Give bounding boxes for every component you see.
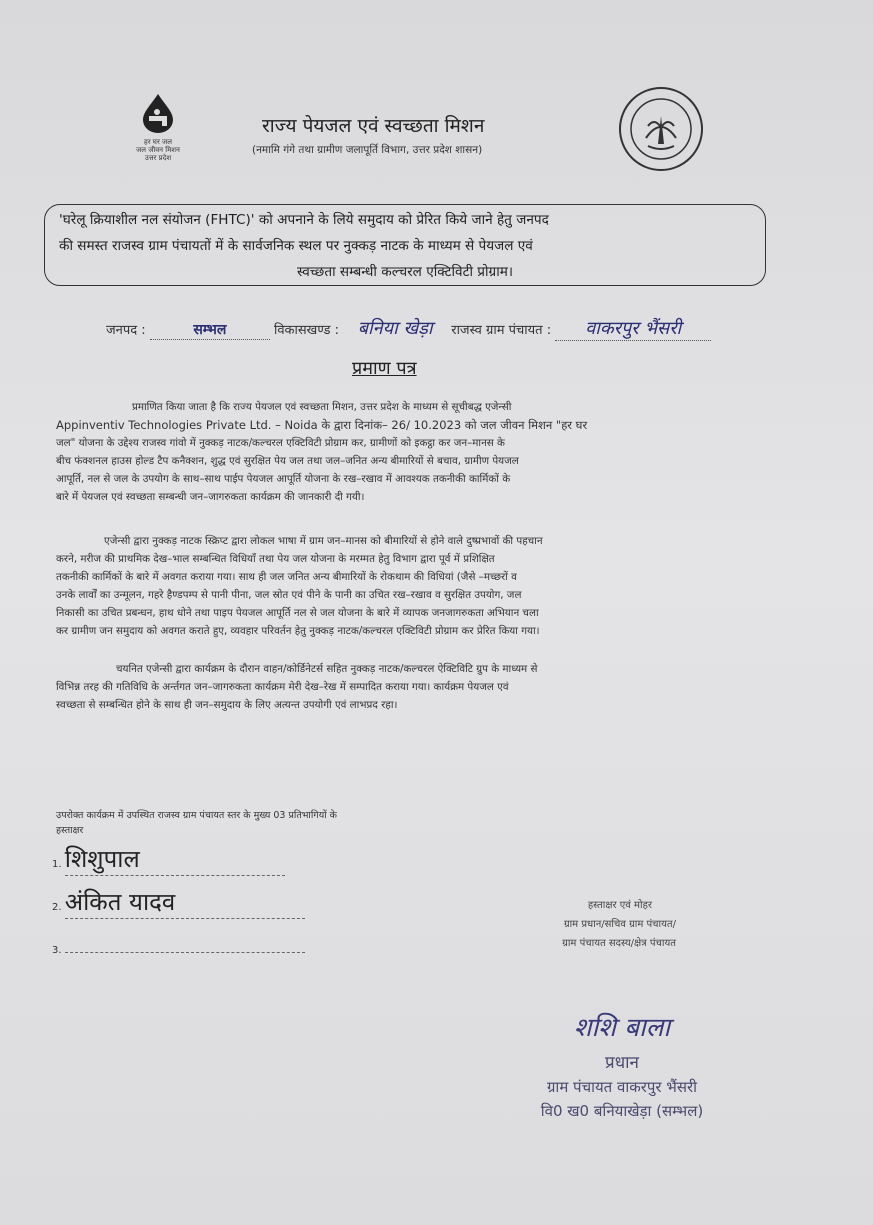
pradhan-stamp — [512, 1008, 732, 1121]
paragraph-line: बीच फंक्शनल हाउस होल्ड टैप कनैक्शन, शुद्ध एवं सुरक्षित पेय जल तथा जल–जनित अन्य बीमारियों से बचाव, ग्रामीण पेयजल — [56, 455, 519, 467]
caption-line-2: हस्ताक्षर — [56, 825, 84, 836]
paragraph-line: Appinventiv Technologies Private Ltd. – Noida के द्वारा दिनांक– 26/ 10.2023 को जल जीवन मिशन "हर घर — [56, 418, 588, 432]
sign-role-line-2: ग्राम पंचायत सदस्य/क्षेत्र पंचायत — [562, 938, 676, 949]
logo-caption: हर घर जल जल जीवन मिशन उत्तर प्रदेश — [136, 138, 180, 162]
block-label: विकासखण्ड : — [273, 323, 339, 338]
pradhan-signature: शशि बाला — [573, 1013, 671, 1043]
paragraph-3 — [56, 660, 766, 714]
banner-line-3: स्वच्छता सम्बन्धी कल्चरल एक्टिविटी प्रोग्राम। — [296, 264, 514, 280]
participants-caption — [56, 808, 337, 838]
jal-jeevan-mission-logo — [128, 92, 188, 162]
signature-number: 3. — [52, 945, 62, 956]
participant-signature-1: शिशुपाल — [64, 845, 140, 873]
banner-line-1: 'घरेलू क्रियाशील नल संयोजन (FHTC)' को अपनाने के लिये समुदाय को प्रेरित किये जाने हेतु जनपद — [59, 212, 549, 228]
paragraph-line: करने, मरीज की प्राथमिक देख–भाल सम्बन्धित विधियाँ तथा पेय जल योजना के मरम्मत हेतु विभाग द्वारा पूर्व में प्रशिक्षित — [56, 553, 495, 565]
certificate-title: प्रमाण पत्र — [352, 358, 417, 379]
paragraph-1 — [56, 398, 766, 506]
water-drop-tap-icon — [138, 92, 178, 134]
paragraph-line: प्रमाणित किया जाता है कि राज्य पेयजल एवं स्वच्छता मिशन, उत्तर प्रदेश के माध्यम से सूचीबद्ध एजेन्सी — [132, 401, 512, 413]
paragraph-line: उनके लार्वों का उन्मूलन, गहरे हैण्डपम्प से पानी पीना, जल स्रोत एवं पीने के पानी का उचित रख–रखाव व सुरक्षित उपयोग, जल — [56, 589, 522, 601]
pradhan-block: वि0 ख0 बनियाखेड़ा (सम्भल) — [540, 1102, 704, 1120]
sign-role-line-1: ग्राम प्रधान/सचिव ग्राम पंचायत/ — [563, 919, 676, 930]
mission-title: राज्य पेयजल एवं स्वच्छता मिशन — [262, 115, 485, 137]
paragraph-line: जल" योजना के उद्देश्य राजस्व गांवो में नुक्कड़ नाटक/कल्चरल एक्टिविटी प्रोग्राम कर, ग्रामीणों को इकट्ठा कर जन–मानस के — [56, 437, 505, 449]
gram-panchayat-value: वाकरपुर भैंसरी — [585, 318, 682, 339]
up-government-seal — [618, 86, 704, 172]
signature-row-2 — [52, 885, 305, 919]
mission-subtitle: (नमामि गंगे तथा ग्रामीण जलापूर्ति विभाग, उत्तर प्रदेश शासन) — [252, 144, 483, 156]
paragraph-line: स्वच्छता से सम्बन्धित होने के साथ ही जन–समुदाय के लिए अत्यन्त उपयोगी एवं लाभप्रद रहा। — [56, 699, 398, 711]
participant-signature-2: अंकित यादव — [64, 888, 176, 916]
block-value: बनिया खेड़ा — [357, 318, 433, 339]
caption-line-1: उपरोक्त कार्यक्रम में उपस्थित राजस्व ग्राम पंचायत स्तर के मुख्य 03 प्रतिभागियों के — [56, 810, 337, 821]
janpad-label: जनपद : — [106, 323, 146, 338]
banner-line-2: की समस्त राजस्व ग्राम पंचायतों में के सार्वजनिक स्थल पर नुक्कड़ नाटक के माध्यम से पेयजल एवं — [59, 238, 533, 254]
seal-emblem-icon — [618, 86, 704, 172]
official-signature-block — [500, 896, 676, 953]
gram-panchayat-label: राजस्व ग्राम पंचायत : — [451, 323, 552, 338]
signature-number: 1. — [52, 859, 62, 870]
paragraph-line: एजेन्सी द्वारा नुक्कड़ नाटक स्क्रिप्ट द्वारा लोकल भाषा में ग्राम जन–मानस को बीमारियों से होने वाले दुष्प्रभावों की पहचान — [104, 535, 543, 547]
paragraph-line: निकासी का उचित प्रबन्धन, हाथ धोने तथा पाइप पेयजल आपूर्ति नल से जल योजना के बारे में व्यापक जनजागरुकता अभियान चला — [56, 607, 539, 619]
paragraph-line: कर ग्रामीण जन समुदाय को अवगत कराते हुए, व्यवहार परिवर्तन हेतु नुक्कड़ नाटक/कल्चरल एक्टिविटी प्रोग्राम कर प्रेरित किया गया। — [56, 625, 540, 637]
program-banner — [44, 204, 766, 286]
paragraph-line: तकनीकी कार्मिकों के बारे में अवगत कराया गया। साथ ही जल जनित अन्य बीमारियों के रोकथाम की विधियां (जैसे –मच्छरों व — [56, 571, 517, 583]
paragraph-line: चयनित एजेन्सी द्वारा कार्यक्रम के दौरान वाहन/कोर्डिनेटर्स सहित नुक्कड़ नाटक/कल्चरल ऐक्टिविटि ग्रुप के माध्यम से — [116, 663, 538, 675]
pradhan-title: प्रधान — [605, 1053, 639, 1073]
pradhan-panchayat: ग्राम पंचायत वाकरपुर भैंसरी — [546, 1078, 698, 1096]
paragraph-line: आपूर्ति, नल से जल के उपयोग के साथ–साथ पाईप पेयजल आपूर्ति योजना के रख–रखाव में आवश्यक तकनीकी कार्मिकों के — [56, 473, 511, 485]
signature-row-1 — [52, 842, 285, 876]
janpad-value: सम्भल — [193, 322, 227, 338]
sign-and-seal-label: हस्ताक्षर एवं मोहर — [587, 900, 652, 911]
paragraph-line: बारे में पेयजल एवं स्वच्छता सम्बन्धी जन–जागरुकता कार्यक्रम की जानकारी दी गयी। — [56, 491, 365, 503]
signature-number: 2. — [52, 902, 62, 913]
signature-row-3 — [52, 940, 305, 956]
paragraph-2 — [56, 532, 766, 640]
location-row — [106, 316, 711, 341]
paragraph-line: विभिन्न तरह की गतिविधि के अर्न्तगत जन–जागरुकता कार्यक्रम मेरी देख–रेख में सम्पादित कराया गया। कार्यक्रम पेयजल एवं — [56, 681, 509, 693]
